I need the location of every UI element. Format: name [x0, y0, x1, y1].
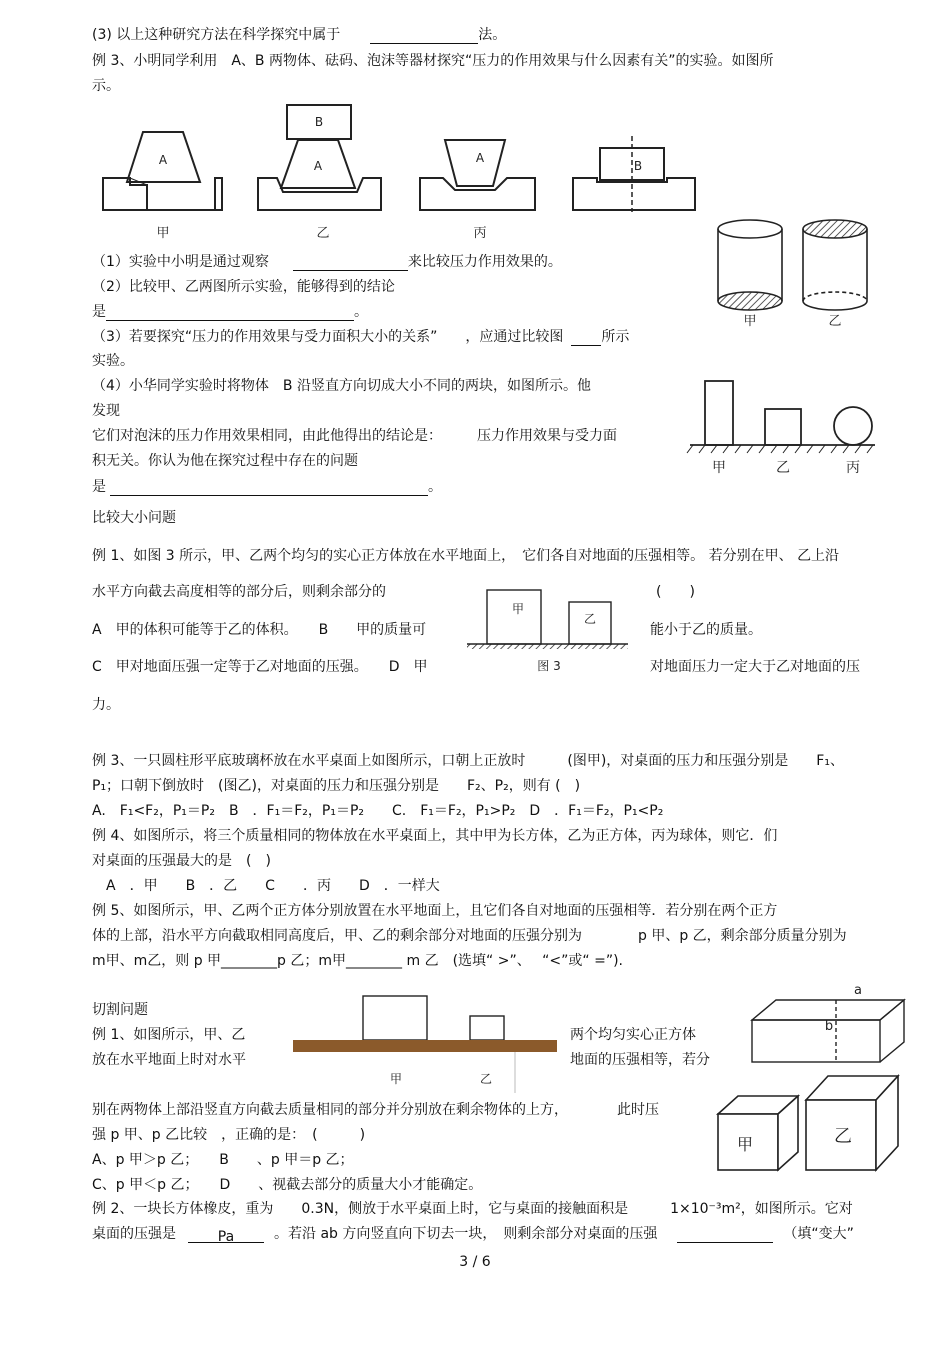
pressure-answer-blank[interactable]: Pa [188, 1228, 264, 1243]
fig-label-jia: 甲 [156, 226, 170, 241]
fig3-label-jia: 甲 [512, 602, 525, 616]
answer-blank[interactable] [370, 29, 478, 44]
answer-blank[interactable] [293, 256, 408, 271]
cyl-label-jia: 甲 [743, 314, 757, 329]
s3-ex1-line2-left: 放在水平地面上时对水平 [92, 1052, 246, 1068]
s2-ex3-line2: P₁；口朝下倒放时 (图乙)，对桌面的压力和压强分别是 F₂、P₂，则有 ( ) [92, 778, 581, 794]
option-c-d: C 甲对地面压强一定等于乙对地面的压强。 D 甲 [92, 659, 428, 675]
answer-blank[interactable] [571, 331, 601, 346]
cubes-on-board-figure [290, 993, 560, 1098]
s2-ex3-options: A. F₁<F₂，P₁＝P₂ B ．F₁＝F₂，P₁＝P₂ C. F₁＝F₂，P₁>P₂ D ．F₁＝F₂，P₁<P₂ [92, 803, 664, 819]
cube-label-jia: 甲 [736, 1135, 754, 1154]
shapes-on-table-figure [685, 375, 880, 480]
s2-ex3-line1: 例 3、一只圆柱形平底玻璃杯放在水平桌面上如图所示，口朝上正放时 (图甲)，对桌面的压力和压强分别是 F₁、 [92, 753, 844, 769]
page-number: 3 / 6 [459, 1254, 491, 1270]
s3-option-c-d: C、p 甲＜p 乙； D 、视截去部分的质量大小才能确定。 [92, 1177, 483, 1193]
s2-ex5-line3: m甲、m乙，则 p 甲________p 乙；m甲________ m 乙 (选填“ >”、 “<”或“ =”). [92, 953, 624, 969]
two-cubes-figure [712, 1072, 902, 1177]
eraser-box-figure [748, 980, 908, 1065]
s3-ex2-line1: 例 2、一块长方体橡皮，重为 0.3N，侧放于水平桌面上时，它与桌面的接触面积是 1×10⁻³m²，如图所示。它对 [92, 1201, 853, 1217]
option-d-cont: 对地面压力一定大于乙对地面的压 [650, 659, 860, 675]
s3-ex1-line3: 别在两物体上部沿竖直方向截去质量相同的部分并分别放在剩余物体的上方， 此时压 [92, 1102, 659, 1118]
foam-ding [573, 178, 695, 210]
foam-bing [420, 178, 535, 210]
cylinder-cup-figure [715, 215, 885, 330]
s3-ex1-line2-right: 地面的压强相等，若分 [570, 1052, 710, 1068]
option-a-b: A 甲的体积可能等于乙的体积。 B 甲的质量可 [92, 622, 427, 638]
answer-blank[interactable] [677, 1228, 773, 1243]
s2-ex5-line2: 体的上部，沿水平方向截取相同高度后，甲、乙的剩余部分对地面的压强分别为 p 甲、p 乙，剩余部分质量分别为 [92, 928, 847, 944]
q2-line1: （2）比较甲、乙两图所示实验，能够得到的结论 [92, 279, 395, 295]
answer-blank[interactable] [110, 481, 428, 496]
s2-ex4-line1: 例 4、如图所示，将三个质量相同的物体放在水平桌面上，其中甲为长方体，乙为正方体，丙为球体，则它．们 [92, 828, 778, 844]
shape-label-bing: 丙 [846, 460, 860, 476]
s2-ex1-line2: 水平方向截去高度相等的部分后，则剩余部分的 [92, 584, 386, 600]
board-label-yi: 乙 [480, 1072, 493, 1086]
answer-blank[interactable] [106, 306, 354, 321]
cyl-label-yi: 乙 [828, 314, 842, 329]
q3-research-method: (3) 以上这种研究方法在科学探究中属于 法。 [92, 27, 507, 43]
section-heading-cutting: 切割问题 [92, 1002, 148, 1018]
fig3-label-yi: 乙 [584, 612, 597, 626]
s3-ex2-line2: 桌面的压强是 Pa 。若沿 ab 方向竖直向下切去一块， 则剩余部分对桌面的压强 （填“变大” [92, 1226, 854, 1245]
q2-answer: 是 。 [92, 304, 368, 320]
foam-yi [258, 178, 381, 210]
sphere-bing [834, 407, 872, 445]
q4-line4: 积无关。你认为他在探究过程中存在的问题 [92, 453, 358, 469]
shape-label-jia: 甲 [712, 460, 726, 476]
option-b-cont: 能小于乙的质量。 [650, 622, 762, 638]
label-a: A [313, 159, 323, 173]
fig-label-bing: 丙 [473, 226, 487, 241]
cube-yi [470, 1016, 504, 1040]
edge-label-b: b [824, 1019, 834, 1034]
s3-option-a-b: A、p 甲＞p 乙； B 、p 甲＝p 乙； [92, 1152, 354, 1168]
q3b-line1: （3）若要探究“压力的作用效果与受力面积大小的关系” ，应通过比较图 所示 [92, 329, 630, 345]
edge-label-a: a [854, 983, 862, 998]
cube-yi [765, 409, 801, 445]
label-b: B [314, 115, 324, 129]
label-a: A [158, 153, 168, 167]
cube-jia [363, 996, 427, 1040]
figure-3-cubes [465, 585, 630, 675]
s3-ex1-line4: 强 p 甲、p 乙比较 ，正确的是： ( ) [92, 1127, 366, 1143]
answer-paren[interactable]: ( ) [656, 584, 695, 600]
wooden-board [293, 1040, 557, 1052]
example3-intro-line1: 例 3、小明同学利用 A、B 两物体、砝码、泡沫等器材探究“压力的作用效果与什么因素有关”的实验。如图所 [92, 53, 774, 69]
cube-label-yi: 乙 [834, 1126, 852, 1147]
q3b-line2: 实验。 [92, 353, 134, 369]
q4-line3: 它们对泡沫的压力作用效果相同，由此他得出的结论是： 压力作用效果与受力面 [92, 428, 617, 444]
board-label-jia: 甲 [390, 1072, 403, 1086]
label-b: B [633, 159, 643, 173]
q4-line1: （4）小华同学实验时将物体 B 沿竖直方向切成大小不同的两块，如图所示。他 [92, 378, 591, 394]
label-a: A [475, 151, 485, 165]
q1-observation: （1）实验中小明是通过观察 来比较压力作用效果的。 [92, 254, 562, 270]
s3-ex1-line1-right: 两个均匀实心正方体 [570, 1027, 696, 1043]
cube-jia [487, 590, 541, 644]
q4-answer: 是 。 [92, 479, 442, 495]
fig-label-yi: 乙 [316, 226, 330, 241]
q4-line2: 发现 [92, 403, 120, 419]
fig3-caption: 图 3 [537, 659, 561, 673]
s2-ex5-line1: 例 5、如图所示，甲、乙两个正方体分别放置在水平地面上，且它们各自对地面的压强相等．若分别在两个正方 [92, 903, 778, 919]
cuboid-jia [705, 381, 733, 445]
s2-ex4-line2: 对桌面的压强最大的是 ( ) [92, 853, 271, 869]
s3-ex1-line1-left: 例 1、如图所示，甲、乙 [92, 1027, 246, 1043]
section-heading-compare: 比较大小问题 [92, 510, 176, 526]
example3-intro-line2: 示。 [92, 78, 120, 94]
foam-experiment-figure [95, 100, 705, 245]
s2-ex4-options: A ．甲 B ．乙 C ．丙 D ．一样大 [106, 878, 440, 894]
option-d-end: 力。 [92, 697, 120, 713]
shape-label-yi: 乙 [776, 460, 790, 476]
s2-ex1-line1: 例 1、如图 3 所示，甲、乙两个均匀的实心正方体放在水平地面上， 它们各自对地面的压强相等。 若分别在甲、 乙上沿 [92, 548, 840, 564]
